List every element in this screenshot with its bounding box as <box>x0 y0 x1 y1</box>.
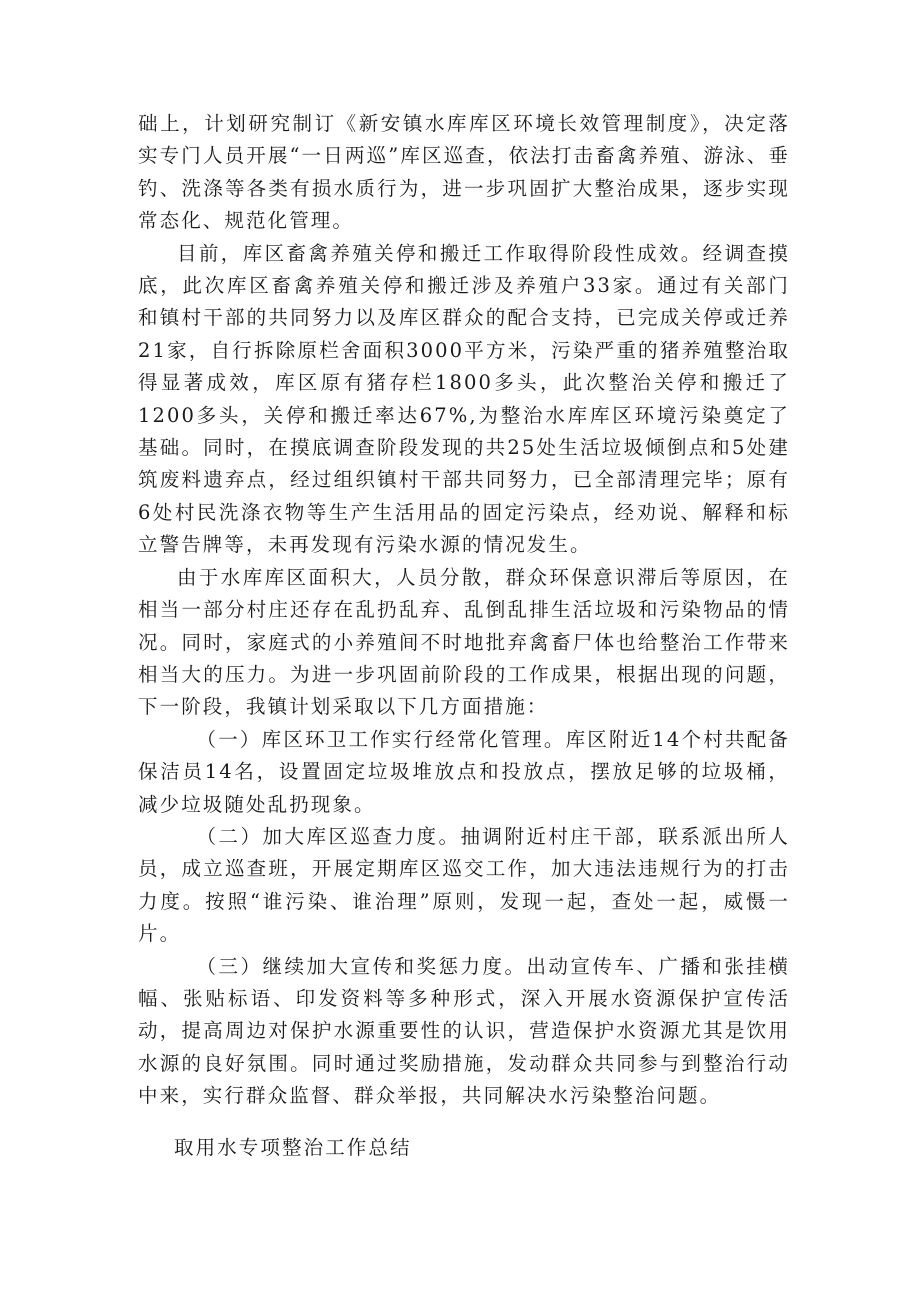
measure-item-2: （二）加大库区巡查力度。抽调附近村庄干部，联系派出所人员，成立巡查班，开展定期库区巡交工作，加大违法违规行为的打击力度。按照“谁污染、谁治理”原则，发现一起，查处一起，威慑一片。 <box>138 824 790 946</box>
paragraph-progress: 目前，库区畜禽养殖关停和搬迁工作取得阶段性成效。经调查摸底，此次库区畜禽养殖关停和搬迁涉及养殖户33家。通过有关部门和镇村干部的共同努力以及库区群众的配合支持，已完成关停或迁养21家，自行拆除原栏舍面积3000平方米，污染严重的猪养殖整治取得显著成效，库区原有猪存栏1800多头，此次整治关停和搬迁了1200多头，关停和搬迁率达67%,为整治水库库区环境污染奠定了基础。同时，在摸底调查阶段发现的共25处生活垃圾倾倒点和5处建筑废料遗弃点，经过组织镇村干部共同努力，已全部清理完毕；原有6处村民洗涤衣物等生产生活用品的固定污染点，经劝说、解释和标立警告牌等，未再发现有污染水源的情况发生。 <box>138 241 790 557</box>
measure-item-1: （一）库区环卫工作实行经常化管理。库区附近14个村共配备保洁员14名，设置固定垃圾堆放点和投放点，摆放足够的垃圾桶，减少垃圾随处乱扔现象。 <box>138 727 790 816</box>
document-body <box>138 108 790 1113</box>
paragraph-continuation: 础上，计划研究制订《新安镇水库库区环境长效管理制度》，决定落实专门人员开展“一日两巡”库区巡查，依法打击畜禽养殖、游泳、垂钓、洗涤等各类有损水质行为，进一步巩固扩大整治成果，逐步实现常态化、规范化管理。 <box>138 112 790 233</box>
next-document-title: 取用水专项整治工作总结 <box>174 1136 412 1159</box>
paragraph-problems: 由于水库库区面积大，人员分散，群众环保意识滞后等原因，在相当一部分村庄还存在乱扔乱弃、乱倒乱排生活垃圾和污染物品的情况。同时，家庭式的小养殖间不时地批弃禽畜尸体也给整治工作带来相当大的压力。为进一步巩固前阶段的工作成果，根据出现的问题，下一阶段，我镇计划采取以下几方面措施： <box>138 565 790 719</box>
measure-item-3: （三）继续加大宣传和奖惩力度。出动宣传车、广播和张挂横幅、张贴标语、印发资料等多种形式，深入开展水资源保护宣传活动，提高周边对保护水源重要性的认识，营造保护水资源尤其是饮用水源的良好氛围。同时通过奖励措施，发动群众共同参与到整治行动中来，实行群众监督、群众举报，共同解决水污染整治问题。 <box>138 954 790 1108</box>
